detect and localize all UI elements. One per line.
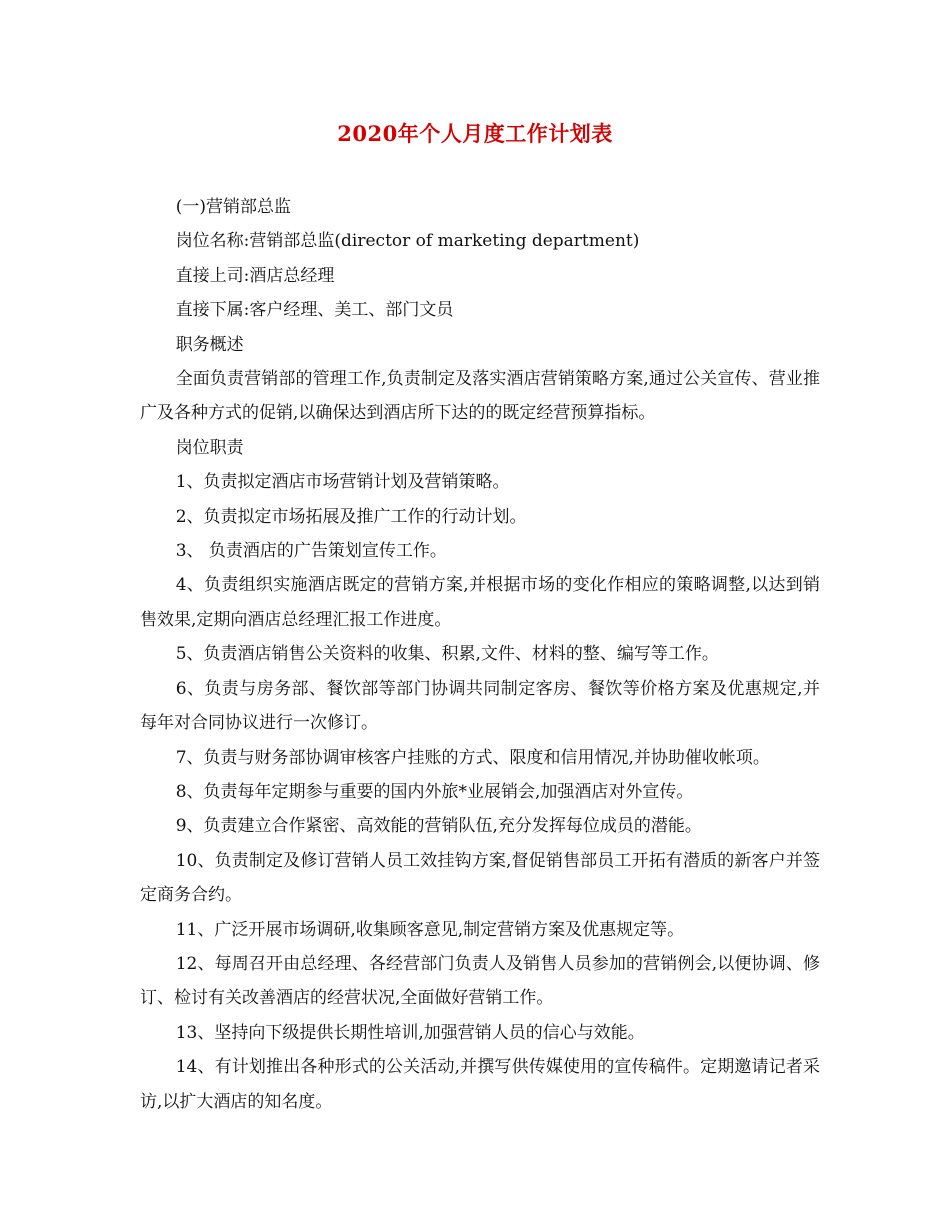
duty-item: 2、负责拟定市场拓展及推广工作的行动计划。 xyxy=(175,506,527,527)
duty-item: 10、负责制定及修订营销人员工效挂钩方案,督促销售部员工开拓有潜质的新客户并签定商务合约。 xyxy=(140,850,820,906)
duty-item: 13、坚持向下级提供长期性培训,加强营销人员的信心与效能。 xyxy=(175,1022,645,1043)
duty-item: 7、负责与财务部协调审核客户挂账的方式、限度和信用情况,并协助催收帐项。 xyxy=(175,747,770,768)
duty-item: 8、负责每年定期参与重要的国内外旅*业展销会,加强酒店对外宣传。 xyxy=(175,781,694,802)
document-body xyxy=(140,190,820,1119)
duties-heading: 岗位职责 xyxy=(175,437,244,458)
duty-item: 12、每周召开由总经理、各经营部门负责人及销售人员参加的营销例会,以便协调、修订、检讨有关改善酒店的经营状况,全面做好营销工作。 xyxy=(140,953,820,1009)
supervisor-line: 直接上司:酒店总经理 xyxy=(175,265,335,286)
subordinates-line: 直接下属:客户经理、美工、部门文员 xyxy=(175,300,454,321)
duty-item: 9、负责建立合作紧密、高效能的营销队伍,充分发挥每位成员的潜能。 xyxy=(175,816,702,837)
duty-item: 5、负责酒店销售公关资料的收集、积累,文件、材料的整、编写等工作。 xyxy=(175,644,719,665)
job-title-line: 岗位名称:营销部总监(director of marketing department) xyxy=(175,231,640,252)
duty-item: 14、有计划推出各种形式的公关活动,并撰写供传媒使用的宣传稿件。定期邀请记者采访,以扩大酒店的知名度。 xyxy=(140,1057,820,1112)
duty-item: 3、 负责酒店的广告策划宣传工作。 xyxy=(175,541,447,562)
overview-heading: 职务概述 xyxy=(175,334,244,355)
document-title: 2020年个人月度工作计划表 xyxy=(337,121,613,146)
duty-item: 11、广泛开展市场调研,收集顾客意见,制定营销方案及优惠规定等。 xyxy=(175,919,685,940)
section-heading: (一)营销部总监 xyxy=(175,197,291,217)
overview-text: 全面负责营销部的管理工作,负责制定及落实酒店营销策略方案,通过公关宣传、营业推广及各种方式的促销,以确保达到酒店所下达的的既定经营预算指标。 xyxy=(140,369,820,424)
duty-item: 6、负责与房务部、餐饮部等部门协调共同制定客房、餐饮等价格方案及优惠规定,并每年对合同协议进行一次修订。 xyxy=(140,678,820,734)
duty-item: 1、负责拟定酒店市场营销计划及营销策略。 xyxy=(175,472,510,493)
duty-item: 4、负责组织实施酒店既定的营销方案,并根据市场的变化作相应的策略调整,以达到销售效果,定期向酒店总经理汇报工作进度。 xyxy=(140,575,820,630)
